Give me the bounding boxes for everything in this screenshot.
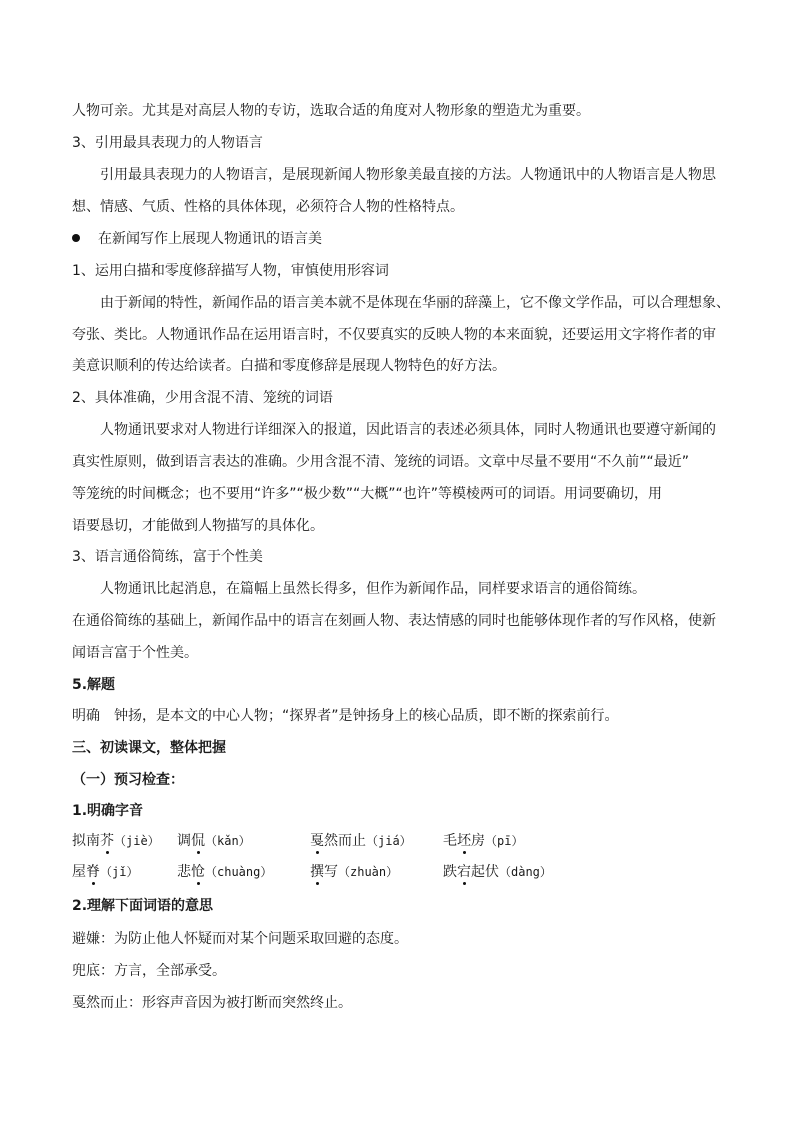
definition-line: 避嫌：为防止他人怀疑而对某个问题采取回避的态度。 [72, 931, 408, 947]
body-text-line: 人物通讯要求对人物进行详细深入的报道，因此语言的表述必须具体，同时人物通讯也要遵守新闻的 [100, 422, 716, 438]
definition-line: 戛然而止：形容声音因为被打断而突然终止。 [72, 995, 352, 1011]
body-text-line: 想、情感、气质、性格的具体体现，必须符合人物的性格特点。 [72, 199, 464, 215]
subsection-heading: 2、具体准确，少用含混不清、笼统的词语 [72, 390, 333, 406]
pronunciation-item: 悲怆（chuàng） [177, 864, 273, 880]
subsection-heading: 3、引用最具表现力的人物语言 [72, 135, 263, 151]
body-text-line: 引用最具表现力的人物语言，是展现新闻人物形象美最直接的方法。人物通讯中的人物语言是人物思 [100, 167, 716, 183]
pronunciation-item: 拟南芥（jiè） [72, 833, 160, 849]
pronunciation-row [72, 831, 732, 851]
body-text-line: 语要恳切，才能做到人物描写的具体化。 [72, 518, 324, 534]
body-text-line: 真实性原则，做到语言表达的准确。少用含混不清、笼统的词语。文章中尽量不要用“不久前”“最近” [72, 454, 690, 470]
bullet-heading-text: 在新闻写作上展现人物通讯的语言美 [98, 231, 322, 247]
definition-line: 兜底：方言，全部承受。 [72, 963, 226, 979]
pronunciation-item: 撰写（zhuàn） [310, 864, 399, 880]
body-text-line: 明确 钟扬，是本文的中心人物；“探界者”是钟扬身上的核心品质，即不断的探索前行。 [72, 708, 619, 724]
body-text-line: 等笼统的时间概念；也不要用“许多”“极少数”“大概”“也许”等模棱两可的词语。用词要确切，用 [72, 486, 663, 502]
body-text-line: 美意识顺利的传达给读者。白描和零度修辞是展现人物特色的好方法。 [72, 358, 506, 374]
body-text-line: 由于新闻的特性，新闻作品的语言美本就不是体现在华丽的辞藻上，它不像文学作品，可以合理想象、 [100, 295, 730, 311]
subsection-heading: 1、运用白描和零度修辞描写人物，审慎使用形容词 [72, 263, 389, 279]
pronunciation-item: 屋脊（jǐ） [72, 864, 139, 880]
pronunciation-item: 毛坯房（pī） [443, 833, 524, 849]
bullet-heading [72, 229, 732, 249]
pronunciation-item: 戛然而止（jiá） [310, 833, 412, 849]
body-text-line: 人物通讯比起消息，在篇幅上虽然长得多，但作为新闻作品，同样要求语言的通俗简练。 [100, 581, 646, 597]
pronunciation-item: 跌宕起伏（dàng） [443, 864, 552, 880]
section-heading: 1.明确字音 [72, 803, 144, 819]
pronunciation-item: 调侃（kǎn） [177, 833, 251, 849]
section-heading: （一）预习检查： [72, 772, 184, 788]
body-text-line: 人物可亲。尤其是对高层人物的专访，选取合适的角度对人物形象的塑造尤为重要。 [72, 103, 590, 119]
subsection-heading: 3、语言通俗简练，富于个性美 [72, 549, 263, 565]
pronunciation-row [72, 862, 732, 882]
body-text-line: 闻语言富于个性美。 [72, 645, 198, 661]
section-heading: 5.解题 [72, 677, 116, 693]
bullet-icon [72, 234, 80, 242]
section-heading: 三、初读课文，整体把握 [72, 740, 226, 756]
body-text-line: 在通俗简练的基础上，新闻作品中的语言在刻画人物、表达情感的同时也能够体现作者的写作风格，使新 [72, 613, 716, 629]
body-text-line: 夸张、类比。人物通讯作品在运用语言时，不仅要真实的反映人物的本来面貌，还要运用文字将作者的审 [72, 327, 716, 343]
section-heading: 2.理解下面词语的意思 [72, 898, 214, 914]
